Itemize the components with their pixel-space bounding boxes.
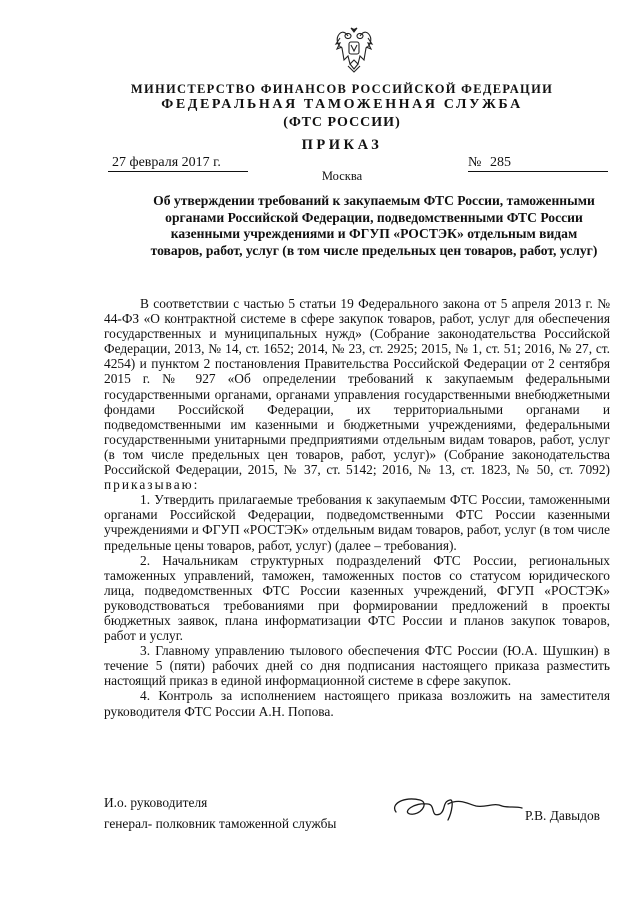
order-item-3: 3. Главному управлению тылового обеспечения ФТС России (Ю.А. Шушкин) в течение 5 (пяти) рабочих дней со дня подписания настоящего приказа разместить настоящий приказ в единой информационной системе в сфере закупок. bbox=[104, 643, 610, 689]
state-emblem-icon bbox=[334, 26, 374, 74]
service-abbreviation: (ФТС РОССИИ) bbox=[283, 115, 401, 130]
order-title: Об утверждении требований к закупаемым ФТС России, таможенными органами Российской Федерации, подведомственными ФТС России казенными учреждениями и ФГУП «РОСТЭК» отдельным видам товаров, работ, услуг (в том числе предельных цен товаров, работ, услуг) bbox=[150, 193, 598, 258]
position-line-1: И.о. руководителя bbox=[104, 795, 208, 810]
ministry-name: МИНИСТЕРСТВО ФИНАНСОВ РОССИЙСКОЙ ФЕДЕРАЦИИ bbox=[130, 82, 554, 96]
document-type: ПРИКАЗ bbox=[301, 137, 383, 153]
order-number-value: 285 bbox=[490, 155, 511, 170]
number-sign: № bbox=[468, 155, 482, 170]
signatory-name: Р.В. Давыдов bbox=[525, 808, 600, 823]
order-item-1: 1. Утвердить прилагаемые требования к закупаемым ФТС России, таможенными органами Российской Федерации, подведомственными ФТС России казенными учреждениями и ФГУП «РОСТЭК» отдельным видам товаров, работ, услуг (в том числе предельные цены товаров, работ, услуг) (далее – требования). bbox=[104, 492, 610, 553]
preamble-text: В соответствии с частью 5 статьи 19 Федерального закона от 5 апреля 2013 г. № 44-ФЗ «О контрактной системе в сфере закупок товаров, работ, услуг для обеспечения государственных и муниципальных нужд» (Собрание законодательства Российской Федерации, 2013, № 14, ст. 1652; 2014, № 23, ст. 2925; 2015, № 1, ст. 51; 2016, № 27, ст. 4254) и пунктом 2 постановления Правительства Российской Федерации от 2 сентября 2015 г. № 927 «Об определении требований к закупаемым федеральными государственными органами, органами управления государственными внебюджетными фондами Российской Федерации, их территориальными органами и подведомственными им казенными и бюджетными учреждениями, федеральными государственными унитарными предприятиями отдельным видам товаров, работ, услуг (в том числе предельных цен товаров, работ, услуг)» (Собрание законодательства Российской Федерации, 2015, № 37, ст. 5142; 2016, № 13, ст. 1823, № 50, ст. 7092) bbox=[104, 296, 610, 478]
order-item-4: 4. Контроль за исполнением настоящего приказа возложить на заместителя руководителя ФТС России А.Н. Попова. bbox=[104, 688, 610, 719]
order-item-2: 2. Начальникам структурных подразделений ФТС России, региональных таможенных управлений, таможен, таможенных постов со статусом юридического лица, подведомственных ФТС России казенных учреждений, ФГУП «РОСТЭК» руководствоваться требованиями при формировании предложений в проекты бюджетных заявок, плана информатизации ФТС России и планов закупок товаров, работ и услуг. bbox=[104, 552, 610, 644]
order-word: приказываю: bbox=[104, 477, 200, 493]
order-date: 27 февраля 2017 г. bbox=[108, 155, 248, 172]
city: Москва bbox=[321, 169, 363, 183]
signatory-position bbox=[104, 792, 336, 834]
handwritten-signature bbox=[390, 790, 530, 826]
position-line-2: генерал- полковник таможенной службы bbox=[104, 816, 337, 831]
order-body bbox=[104, 296, 610, 719]
preamble-paragraph bbox=[104, 296, 610, 492]
service-name: ФЕДЕРАЛЬНАЯ ТАМОЖЕННАЯ СЛУЖБА bbox=[161, 97, 523, 112]
